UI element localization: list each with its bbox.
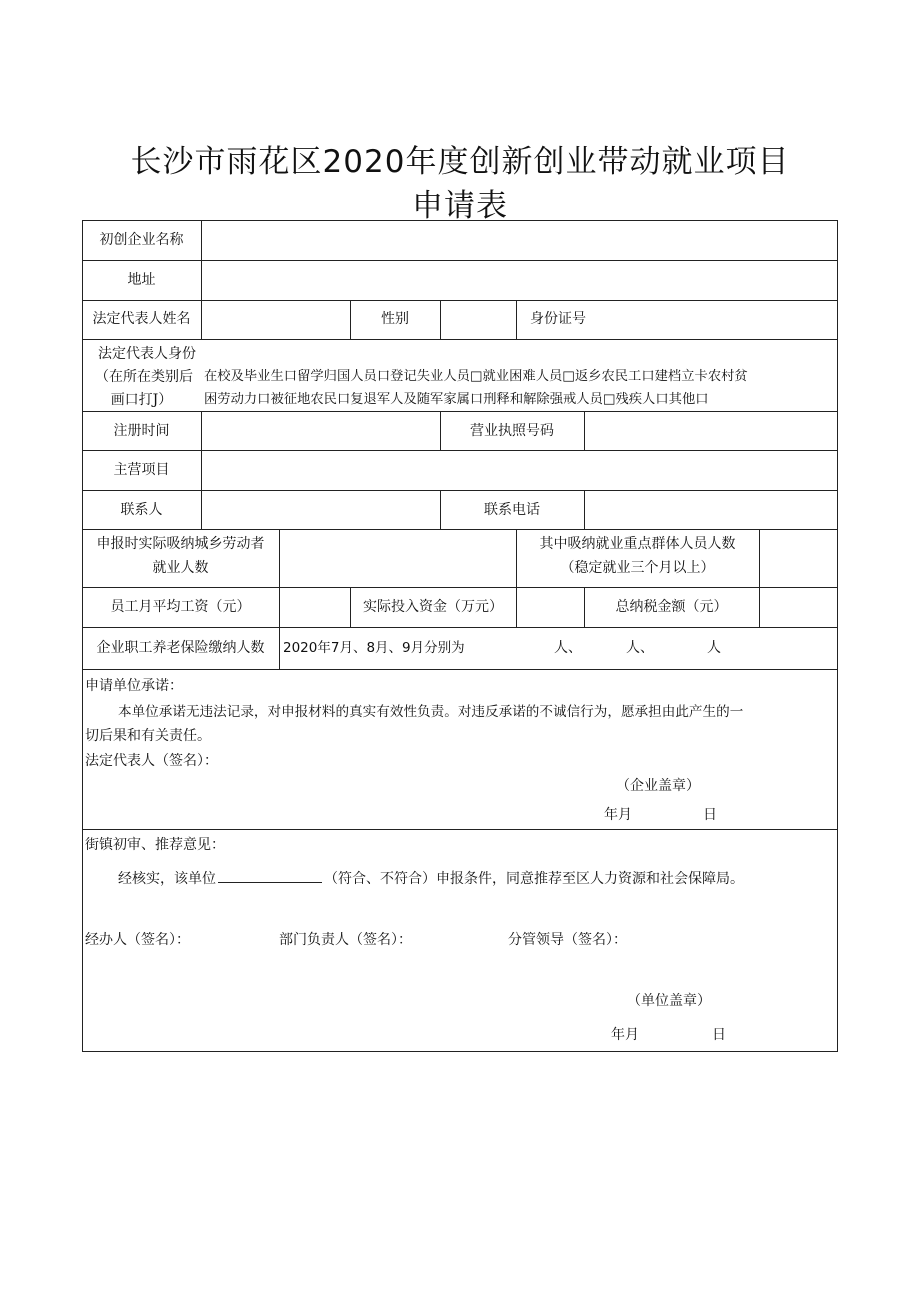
row-divider <box>82 627 838 628</box>
license-number-label: 营业执照号码 <box>470 423 554 439</box>
row-divider <box>82 450 838 451</box>
verify-sentence <box>118 868 744 887</box>
column-divider <box>440 300 441 339</box>
contact-label: 联系人 <box>120 502 163 518</box>
row-divider <box>82 669 838 670</box>
row-divider <box>82 411 838 412</box>
legal-rep-name-label: 法定代表人姓名 <box>92 311 191 327</box>
page-subtitle: 申请表 <box>412 188 508 224</box>
verify-suffix: （符合、不符合）申报条件，同意推荐至区人力资源和社会保障局。 <box>324 871 744 887</box>
identity-options-line2: 困劳动力口被征地农民口复退军人及随军家属口刑释和解除强戒人员□残疾人口其他口 <box>204 392 709 407</box>
person-unit-september: 人 <box>707 640 721 656</box>
column-divider <box>201 411 202 529</box>
page-title: 长沙市雨花区2020年度创新创业带动就业项目 <box>130 144 790 180</box>
review-year-month: 年月 <box>611 1027 639 1043</box>
address-label: 地址 <box>127 272 156 288</box>
investment-label: 实际投入资金（万元） <box>363 599 503 615</box>
column-divider <box>759 587 760 627</box>
absorbed-workers-label-line2: 就业人数 <box>152 560 209 576</box>
identity-label-line2: （在所在类别后 <box>95 369 193 385</box>
commitment-body-line1: 本单位承诺无违法记录，对申报材料的真实有效性负责。对违反承诺的不诚信行为，愿承担由此产生的一 <box>118 704 744 720</box>
commitment-day: 日 <box>703 807 717 823</box>
key-group-label-line2: （稳定就业三个月以上） <box>560 560 715 576</box>
verify-prefix: 经核实，该单位 <box>118 871 216 887</box>
dept-head-signature: 部门负责人（签名）： <box>279 932 412 948</box>
key-group-label-line1: 其中吸纳就业重点群体人员人数 <box>539 536 736 552</box>
phone-label: 联系电话 <box>484 502 540 518</box>
leader-signature: 分管领导（签名）： <box>508 932 627 948</box>
identity-label-line1: 法定代表人身份 <box>98 346 196 362</box>
column-divider <box>584 490 585 529</box>
column-divider <box>201 220 202 339</box>
column-divider <box>759 529 760 587</box>
identity-options-line1: 在校及毕业生口留学归国人员口登记失业人员□就业困难人员□返乡农民工口建档立卡农村贫 <box>204 369 748 384</box>
application-form-table <box>82 220 838 1052</box>
row-divider <box>82 829 838 830</box>
commitment-body-line2: 切后果和有关责任。 <box>85 728 211 744</box>
review-heading: 街镇初审、推荐意见： <box>85 837 225 853</box>
avg-wage-label: 员工月平均工资（元） <box>110 599 251 615</box>
id-number-label: 身份证号 <box>530 311 586 327</box>
row-divider <box>82 587 838 588</box>
company-name-label: 初创企业名称 <box>99 232 184 248</box>
pension-months-text: 2020年7月、8月、9月分别为 <box>283 640 465 656</box>
row-divider <box>82 529 838 530</box>
legal-rep-signature: 法定代表人（签名）： <box>85 753 218 769</box>
commitment-heading: 申请单位承诺： <box>85 678 183 694</box>
unit-seal: （单位盖章） <box>627 993 711 1009</box>
handler-signature: 经办人（签名）： <box>85 932 190 948</box>
row-divider <box>82 490 838 491</box>
row-divider <box>82 260 838 261</box>
gender-label: 性别 <box>381 311 409 327</box>
register-time-label: 注册时间 <box>113 423 170 439</box>
person-unit-july: 人、 <box>554 640 582 656</box>
total-tax-label: 总纳税金额（元） <box>615 599 728 615</box>
review-day: 日 <box>712 1027 726 1043</box>
row-divider <box>82 339 838 340</box>
person-unit-august: 人、 <box>626 640 654 656</box>
company-seal: （企业盖章） <box>616 778 700 794</box>
row-divider <box>82 300 838 301</box>
column-divider <box>516 300 517 339</box>
commitment-year-month: 年月 <box>604 807 632 823</box>
column-divider <box>584 411 585 450</box>
verify-blank <box>218 868 322 883</box>
absorbed-workers-label-line1: 申报时实际吸纳城乡劳动者 <box>96 536 265 552</box>
identity-label-line3: 画口打J） <box>110 392 173 408</box>
column-divider <box>279 529 280 669</box>
main-project-label: 主营项目 <box>113 462 170 478</box>
pension-count-label: 企业职工养老保险缴纳人数 <box>96 640 265 656</box>
